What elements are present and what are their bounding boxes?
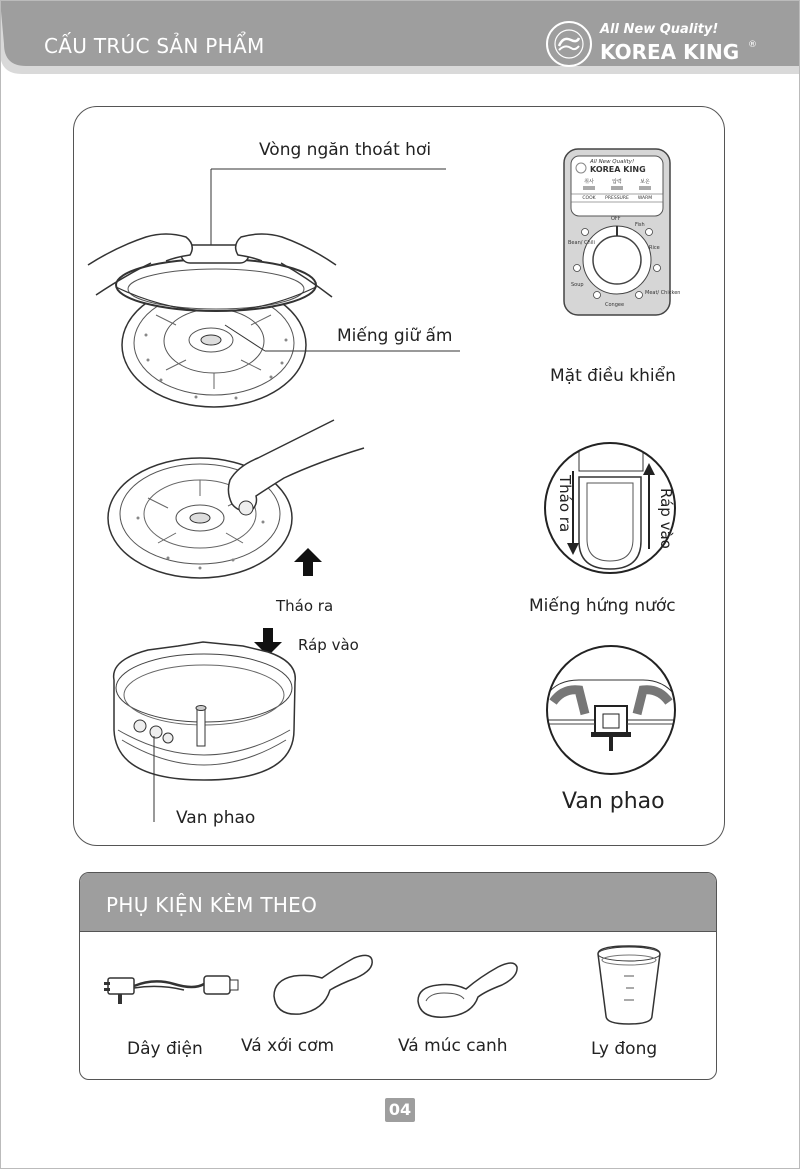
indicator-warm-korean: 보온 (640, 179, 650, 185)
float-valve-zoom-illustration (545, 644, 677, 776)
attach-label: Ráp vào (298, 636, 359, 654)
outer-lid-with-hands-illustration (86, 165, 346, 415)
section-title: CẤU TRÚC SẢN PHẨM (44, 34, 265, 58)
brand-tagline: All New Quality! (600, 22, 719, 37)
inner-pot-float-valve-illustration (108, 640, 303, 825)
indicator-pressure-korean: 압력 (612, 179, 622, 185)
panel-tagline: All New Quality! (590, 159, 635, 165)
tray-attach-vertical-label: Ráp vào (657, 488, 675, 549)
korea-king-seal-logo (545, 20, 593, 68)
dial-off-label: OFF (611, 216, 621, 222)
page-number: 04 (385, 1098, 415, 1122)
dial-fish-label: Fish (635, 222, 645, 228)
float-valve-zoom-label: Van phao (562, 789, 665, 814)
brand-name: KOREA KING (600, 40, 740, 64)
water-tray-label: Miếng hứng nước (529, 596, 676, 616)
remove-label: Tháo ra (276, 597, 334, 615)
dial-bean-label: Bean/ Chili (568, 240, 595, 246)
dial-soup-label: Soup (571, 282, 584, 288)
accessory-label-rice-paddle: Vá xới cơm (241, 1036, 335, 1056)
float-valve-label: Van phao (176, 808, 256, 828)
soup-ladle-icon (414, 955, 520, 1021)
remove-water-tray-illustration (108, 418, 368, 583)
accessory-label-soup-ladle: Vá múc canh (398, 1036, 508, 1056)
dial-meat-label: Meat/ Chicken (645, 290, 681, 296)
accessories-header (80, 873, 716, 932)
power-cord-icon (104, 970, 240, 1010)
steam-ring-label: Vòng ngăn thoát hơi (259, 140, 432, 160)
accessories-title: PHỤ KIỆN KÈM THEO (106, 893, 318, 917)
dial-congee-label: Congee (605, 302, 625, 308)
accessory-label-measuring-cup: Ly đong (591, 1039, 658, 1059)
indicator-cook-korean: 취사 (584, 179, 594, 185)
tray-remove-vertical-label: Tháo ra (556, 475, 574, 533)
inner-lid-label: Miếng giữ ấm (337, 326, 453, 346)
dial-rice-label: Rice (649, 245, 660, 251)
control-panel-illustration (563, 148, 681, 316)
indicator-pressure-label: PRESSURE (605, 196, 629, 201)
page-header (0, 0, 800, 74)
indicator-warm-label: WARM (637, 196, 653, 201)
rice-paddle-icon (270, 950, 374, 1018)
panel-brand: KOREA KING (590, 165, 646, 174)
indicator-cook-label: COOK (582, 196, 596, 201)
control-panel-label: Mặt điều khiển (550, 366, 676, 386)
measuring-cup-icon (594, 944, 664, 1026)
registered-mark: ® (748, 40, 757, 50)
arrow-up-icon (294, 548, 322, 576)
accessory-label-power-cord: Dây điện (127, 1039, 203, 1059)
